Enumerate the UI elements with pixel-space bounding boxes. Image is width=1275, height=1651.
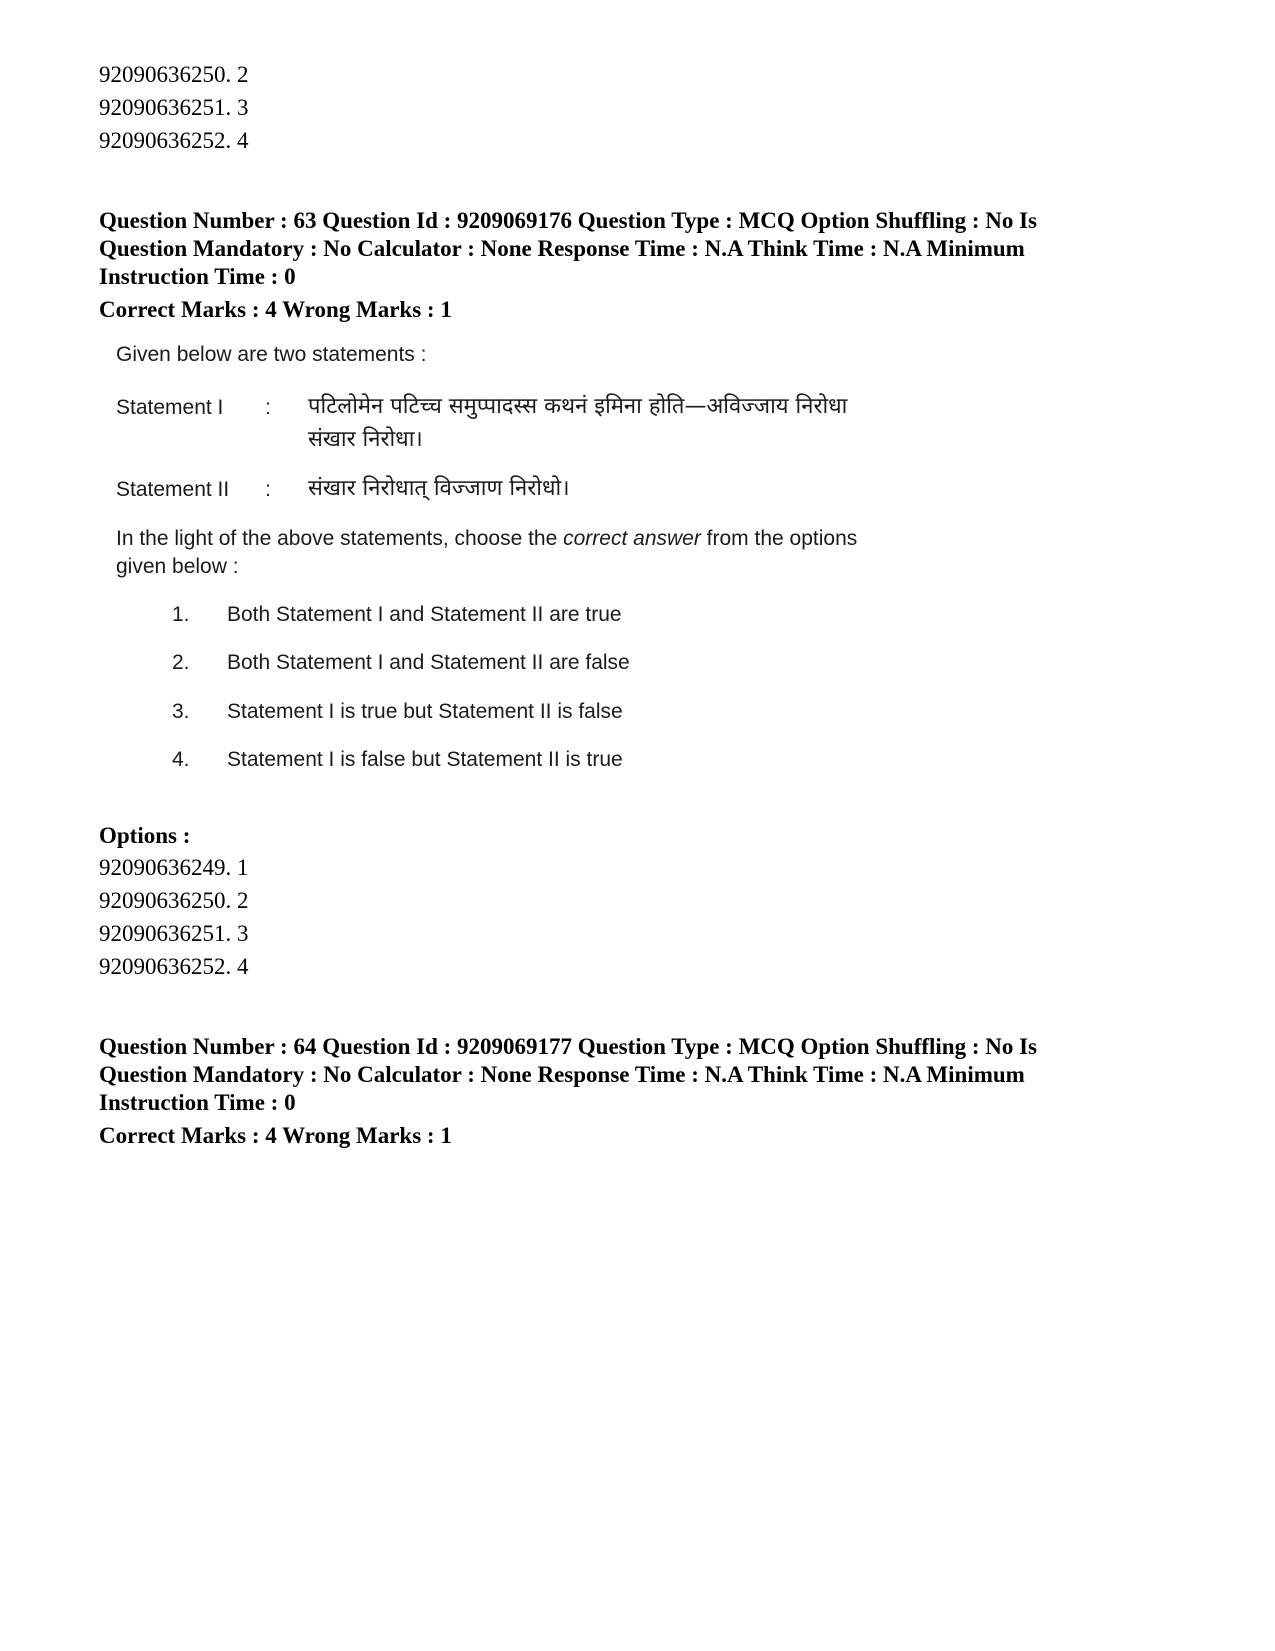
choice-number: 1. [172,603,190,626]
prev-option-4 [99,124,249,157]
choice-text: Both Statement I and Statement II are false [227,651,630,674]
q64-marks: Correct Marks : 4 Wrong Marks : 1 [99,1123,452,1148]
q63-marks: Correct Marks : 4 Wrong Marks : 1 [99,297,452,322]
instruction-emphasis: correct answer [563,527,701,550]
instruction-pre: In the light of the above statements, choose the [116,527,564,550]
q63-intro: Given below are two statements : [116,343,427,366]
statement-2-colon: : [265,478,271,501]
q63-options-label: Options : [99,823,191,848]
q63-option [99,950,249,983]
statement-1-text-line-1: पटिलोमेन पटिच्च समुप्पादस्स कथनं इमिना होति—अविज्जाय निरोधा [308,394,848,419]
q63-header-line-1: Question Number : 63 Question Id : 9209069176 Question Type : MCQ Option Shuffling : No Is [99,208,1038,233]
option-value: 4 [237,128,249,153]
choice-text: Both Statement I and Statement II are true [227,603,622,626]
statement-2-text: संखार निरोधात् विज्जाण निरोधो। [308,476,570,501]
choice-number: 3. [172,700,190,723]
option-value: 2 [237,62,249,87]
q64-header-line-1: Question Number : 64 Question Id : 9209069177 Question Type : MCQ Option Shuffling : No Is [99,1034,1038,1059]
option-id: 92090636252. [99,954,232,979]
option-id: 92090636252. [99,128,232,153]
instruction-post: from the options [700,527,858,550]
q63-option [99,884,249,917]
q64-header-line-2: Question Mandatory : No Calculator : None Response Time : N.A Think Time : N.A Minimum [99,1062,1025,1087]
prev-option-2 [99,58,249,91]
choice-text: Statement I is true but Statement II is false [227,700,623,723]
choice-item [100,748,980,778]
q63-instruction-line-2: given below : [116,555,239,578]
q64-header-line-3: Instruction Time : 0 [99,1090,296,1115]
option-id: 92090636251. [99,95,232,120]
option-value: 4 [237,954,249,979]
q64-header [99,1033,1179,1117]
option-id: 92090636250. [99,62,232,87]
option-value: 3 [237,95,249,120]
choice-number: 2. [172,651,190,674]
q63-option [99,917,249,950]
q63-header [99,207,1179,291]
choice-number: 4. [172,748,190,771]
q63-instruction-line-1 [116,527,857,551]
q63-header-line-3: Instruction Time : 0 [99,264,296,289]
option-value: 2 [237,888,249,913]
statement-1-label: Statement I [116,396,224,419]
option-id: 92090636251. [99,921,232,946]
statement-1-text-line-2: संखार निरोधा। [308,427,423,452]
q63-question-image [100,343,980,813]
choice-item [100,700,980,730]
option-value: 1 [237,855,249,880]
q63-option [99,851,249,884]
statement-2-label: Statement II [116,478,230,501]
q63-header-line-2: Question Mandatory : No Calculator : None Response Time : N.A Think Time : N.A Minimum [99,236,1025,261]
choice-text: Statement I is false but Statement II is true [227,748,623,771]
option-id: 92090636250. [99,888,232,913]
prev-option-3 [99,91,249,124]
option-value: 3 [237,921,249,946]
choice-item [100,603,980,633]
statement-1-colon: : [265,396,271,419]
choice-item [100,651,980,681]
option-id: 92090636249. [99,855,232,880]
